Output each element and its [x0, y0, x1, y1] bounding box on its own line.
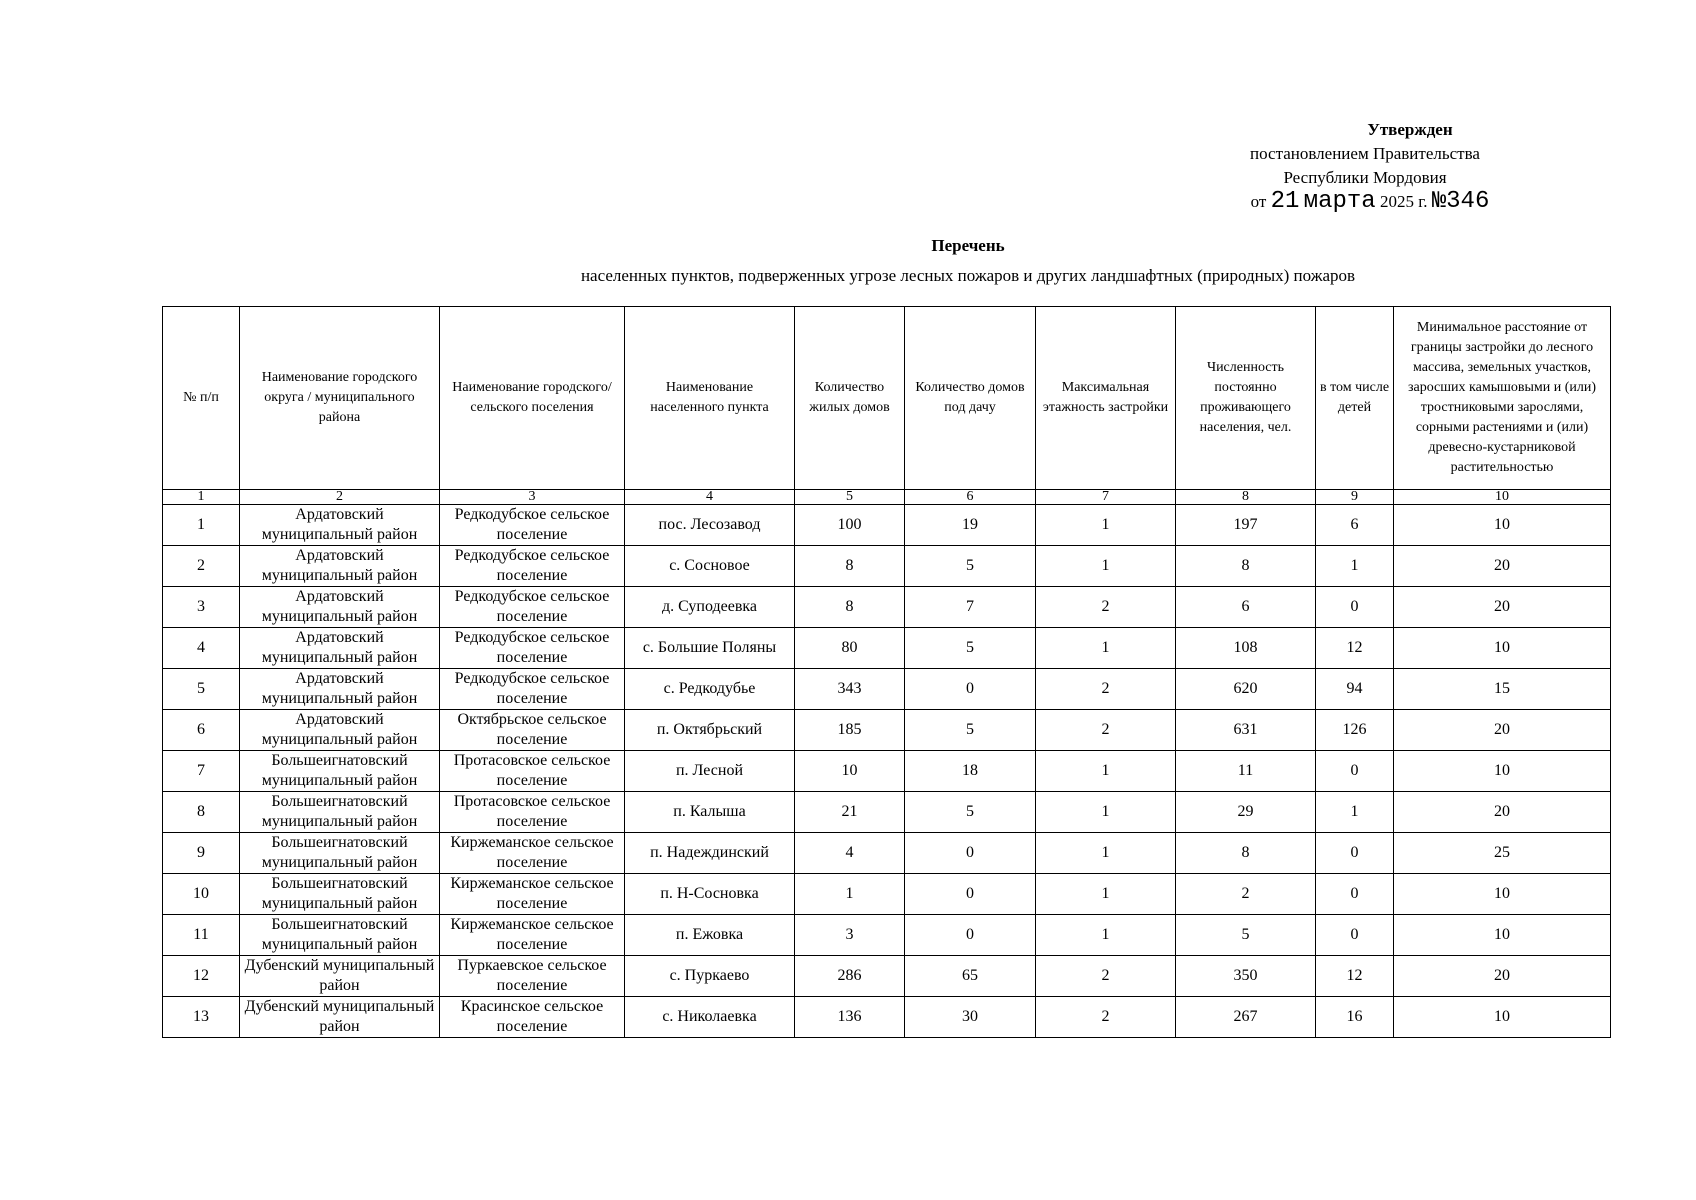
date-prefix: от	[1250, 192, 1267, 211]
dacha-houses-cell: 7	[905, 587, 1036, 628]
district-cell: Ардатовский муниципальный район	[240, 628, 440, 669]
dacha-houses-cell: 0	[905, 874, 1036, 915]
houses-cell: 21	[795, 792, 905, 833]
children-cell: 0	[1316, 874, 1394, 915]
district-cell: Большеигнатовский муниципальный район	[240, 874, 440, 915]
max-floors-cell: 1	[1036, 874, 1176, 915]
header-cell: Численность постоянно проживающего населения, чел.	[1176, 307, 1316, 490]
dacha-houses-cell: 0	[905, 833, 1036, 874]
row-number-cell: 13	[163, 997, 240, 1038]
district-cell: Большеигнатовский муниципальный район	[240, 833, 440, 874]
settlement-cell: Редкодубское сельское поселение	[440, 669, 625, 710]
approval-date	[1170, 190, 1570, 214]
houses-cell: 136	[795, 997, 905, 1038]
children-cell: 0	[1316, 833, 1394, 874]
children-cell: 94	[1316, 669, 1394, 710]
population-cell: 267	[1176, 997, 1316, 1038]
max-floors-cell: 2	[1036, 997, 1176, 1038]
population-cell: 11	[1176, 751, 1316, 792]
locality-cell: пос. Лесозавод	[625, 505, 795, 546]
locality-cell: п. Ежовка	[625, 915, 795, 956]
min-distance-cell: 10	[1394, 997, 1611, 1038]
min-distance-cell: 10	[1394, 915, 1611, 956]
locality-cell: с. Сосновое	[625, 546, 795, 587]
settlement-cell: Редкодубское сельское поселение	[440, 546, 625, 587]
header-cell: Наименование городского округа / муниципального района	[240, 307, 440, 490]
column-number: 1	[163, 490, 240, 505]
houses-cell: 8	[795, 546, 905, 587]
approval-stamp	[1150, 118, 1570, 214]
table-row	[163, 505, 1611, 546]
settlement-cell: Киржеманское сельское поселение	[440, 874, 625, 915]
max-floors-cell: 2	[1036, 669, 1176, 710]
max-floors-cell: 2	[1036, 956, 1176, 997]
settlement-cell: Редкодубское сельское поселение	[440, 587, 625, 628]
min-distance-cell: 10	[1394, 628, 1611, 669]
houses-cell: 343	[795, 669, 905, 710]
dacha-houses-cell: 30	[905, 997, 1036, 1038]
houses-cell: 10	[795, 751, 905, 792]
children-cell: 0	[1316, 587, 1394, 628]
dacha-houses-cell: 65	[905, 956, 1036, 997]
houses-cell: 100	[795, 505, 905, 546]
row-number-cell: 5	[163, 669, 240, 710]
dacha-houses-cell: 5	[905, 546, 1036, 587]
population-cell: 5	[1176, 915, 1316, 956]
district-cell: Ардатовский муниципальный район	[240, 546, 440, 587]
settlement-cell: Протасовское сельское поселение	[440, 751, 625, 792]
row-number-cell: 12	[163, 956, 240, 997]
district-cell: Ардатовский муниципальный район	[240, 710, 440, 751]
children-cell: 12	[1316, 628, 1394, 669]
column-number: 4	[625, 490, 795, 505]
dacha-houses-cell: 19	[905, 505, 1036, 546]
houses-cell: 286	[795, 956, 905, 997]
header-cell: Количество домов под дачу	[905, 307, 1036, 490]
population-cell: 8	[1176, 546, 1316, 587]
row-number-cell: 1	[163, 505, 240, 546]
settlements-table	[162, 306, 1611, 1038]
population-cell: 631	[1176, 710, 1316, 751]
settlement-cell: Октябрьское сельское поселение	[440, 710, 625, 751]
document-subtitle: населенных пунктов, подверженных угрозе лесных пожаров и других ландшафтных (природных) пожаров	[580, 266, 1356, 285]
locality-cell: с. Пуркаево	[625, 956, 795, 997]
children-cell: 126	[1316, 710, 1394, 751]
header-cell: № п/п	[163, 307, 240, 490]
population-cell: 6	[1176, 587, 1316, 628]
table-row	[163, 792, 1611, 833]
population-cell: 108	[1176, 628, 1316, 669]
houses-cell: 80	[795, 628, 905, 669]
max-floors-cell: 1	[1036, 628, 1176, 669]
row-number-cell: 6	[163, 710, 240, 751]
header-cell: Минимальное расстояние от границы застройки до лесного массива, земельных участков, заросших камышовыми и (или) тростниковыми зарослями, сорными растениями и (или) древесно-кустарниковой растительностью	[1394, 307, 1611, 490]
min-distance-cell: 20	[1394, 710, 1611, 751]
header-cell: в том числе детей	[1316, 307, 1394, 490]
settlement-cell: Протасовское сельское поселение	[440, 792, 625, 833]
min-distance-cell: 10	[1394, 505, 1611, 546]
houses-cell: 3	[795, 915, 905, 956]
locality-cell: д. Суподеевка	[625, 587, 795, 628]
table-body	[163, 505, 1611, 1038]
dacha-houses-cell: 5	[905, 628, 1036, 669]
locality-cell: с. Николаевка	[625, 997, 795, 1038]
row-number-cell: 11	[163, 915, 240, 956]
children-cell: 6	[1316, 505, 1394, 546]
date-month: марта	[1303, 188, 1376, 215]
min-distance-cell: 10	[1394, 874, 1611, 915]
column-number: 2	[240, 490, 440, 505]
min-distance-cell: 20	[1394, 792, 1611, 833]
locality-cell: п. Калыша	[625, 792, 795, 833]
houses-cell: 1	[795, 874, 905, 915]
settlement-cell: Красинское сельское поселение	[440, 997, 625, 1038]
column-number: 6	[905, 490, 1036, 505]
row-number-cell: 9	[163, 833, 240, 874]
locality-cell: п. Надеждинский	[625, 833, 795, 874]
date-year: 2025 г.	[1379, 192, 1428, 211]
row-number-cell: 8	[163, 792, 240, 833]
settlement-cell: Пуркаевское сельское поселение	[440, 956, 625, 997]
dacha-houses-cell: 5	[905, 792, 1036, 833]
column-number: 8	[1176, 490, 1316, 505]
district-cell: Большеигнатовский муниципальный район	[240, 792, 440, 833]
approval-line2: Республики Мордовия	[1283, 168, 1447, 187]
row-number-cell: 4	[163, 628, 240, 669]
population-cell: 620	[1176, 669, 1316, 710]
settlement-cell: Редкодубское сельское поселение	[440, 505, 625, 546]
max-floors-cell: 1	[1036, 792, 1176, 833]
column-number: 10	[1394, 490, 1611, 505]
children-cell: 0	[1316, 751, 1394, 792]
table-row	[163, 546, 1611, 587]
approval-line1: постановлением Правительства	[1250, 144, 1480, 163]
locality-cell: п. Лесной	[625, 751, 795, 792]
table-row	[163, 628, 1611, 669]
min-distance-cell: 10	[1394, 751, 1611, 792]
row-number-cell: 2	[163, 546, 240, 587]
header-cell: Наименование городского/ сельского поселения	[440, 307, 625, 490]
header-cell: Количество жилых домов	[795, 307, 905, 490]
document-title: Перечень	[931, 236, 1005, 255]
locality-cell: с. Большие Поляны	[625, 628, 795, 669]
district-cell: Большеигнатовский муниципальный район	[240, 915, 440, 956]
max-floors-cell: 2	[1036, 710, 1176, 751]
column-number-row	[163, 490, 1611, 505]
settlement-cell: Редкодубское сельское поселение	[440, 628, 625, 669]
row-number-cell: 7	[163, 751, 240, 792]
table-row	[163, 997, 1611, 1038]
approval-title: Утвержден	[1367, 120, 1453, 139]
district-cell: Ардатовский муниципальный район	[240, 587, 440, 628]
children-cell: 1	[1316, 792, 1394, 833]
settlement-cell: Киржеманское сельское поселение	[440, 915, 625, 956]
population-cell: 2	[1176, 874, 1316, 915]
header-cell: Наименование населенного пункта	[625, 307, 795, 490]
population-cell: 350	[1176, 956, 1316, 997]
row-number-cell: 10	[163, 874, 240, 915]
settlement-cell: Киржеманское сельское поселение	[440, 833, 625, 874]
houses-cell: 185	[795, 710, 905, 751]
date-day: 21	[1270, 188, 1300, 215]
children-cell: 1	[1316, 546, 1394, 587]
district-cell: Дубенский муниципальный район	[240, 997, 440, 1038]
row-number-cell: 3	[163, 587, 240, 628]
max-floors-cell: 1	[1036, 915, 1176, 956]
max-floors-cell: 1	[1036, 505, 1176, 546]
table-row	[163, 874, 1611, 915]
header-cell: Максимальная этажность застройки	[1036, 307, 1176, 490]
dacha-houses-cell: 5	[905, 710, 1036, 751]
district-cell: Большеигнатовский муниципальный район	[240, 751, 440, 792]
table-row	[163, 956, 1611, 997]
column-number: 5	[795, 490, 905, 505]
district-cell: Ардатовский муниципальный район	[240, 505, 440, 546]
table-row	[163, 751, 1611, 792]
houses-cell: 8	[795, 587, 905, 628]
children-cell: 16	[1316, 997, 1394, 1038]
min-distance-cell: 20	[1394, 546, 1611, 587]
district-cell: Ардатовский муниципальный район	[240, 669, 440, 710]
table-row	[163, 915, 1611, 956]
dacha-houses-cell: 0	[905, 915, 1036, 956]
houses-cell: 4	[795, 833, 905, 874]
min-distance-cell: 15	[1394, 669, 1611, 710]
table-row	[163, 669, 1611, 710]
population-cell: 29	[1176, 792, 1316, 833]
children-cell: 12	[1316, 956, 1394, 997]
column-number: 7	[1036, 490, 1176, 505]
table-row	[163, 587, 1611, 628]
district-cell: Дубенский муниципальный район	[240, 956, 440, 997]
column-number: 9	[1316, 490, 1394, 505]
min-distance-cell: 25	[1394, 833, 1611, 874]
locality-cell: с. Редкодубье	[625, 669, 795, 710]
max-floors-cell: 1	[1036, 751, 1176, 792]
dacha-houses-cell: 18	[905, 751, 1036, 792]
table-row	[163, 833, 1611, 874]
population-cell: 197	[1176, 505, 1316, 546]
locality-cell: п. Октябрьский	[625, 710, 795, 751]
locality-cell: п. Н-Сосновка	[625, 874, 795, 915]
max-floors-cell: 2	[1036, 587, 1176, 628]
population-cell: 8	[1176, 833, 1316, 874]
document-number: №346	[1431, 188, 1490, 215]
children-cell: 0	[1316, 915, 1394, 956]
max-floors-cell: 1	[1036, 833, 1176, 874]
dacha-houses-cell: 0	[905, 669, 1036, 710]
min-distance-cell: 20	[1394, 587, 1611, 628]
max-floors-cell: 1	[1036, 546, 1176, 587]
table-header-row	[163, 307, 1611, 490]
min-distance-cell: 20	[1394, 956, 1611, 997]
column-number: 3	[440, 490, 625, 505]
table-row	[163, 710, 1611, 751]
